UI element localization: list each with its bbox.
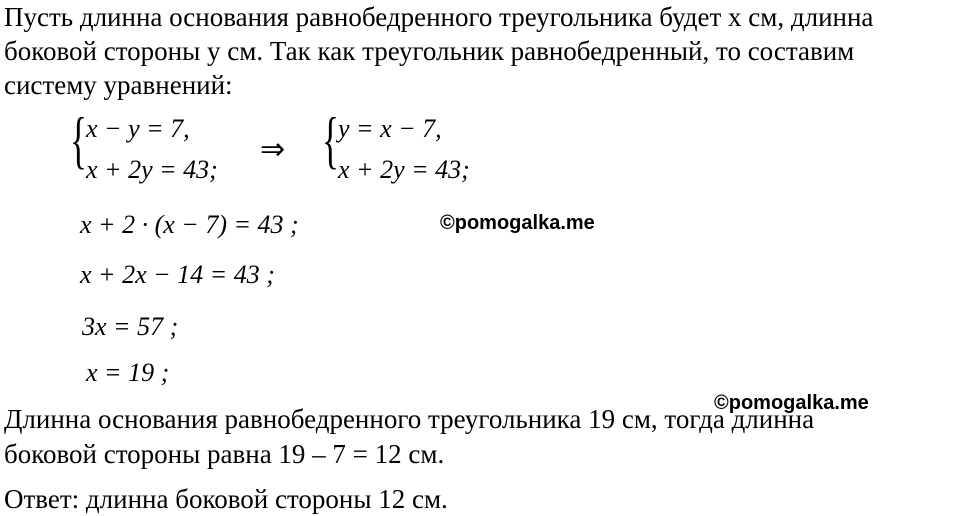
system-1-eq-2: x + 2y = 43; bbox=[86, 155, 218, 184]
step-3: 3x = 57 ; bbox=[82, 312, 179, 341]
system-2-brace: { bbox=[322, 104, 339, 175]
system-2-eq-2: x + 2y = 43; bbox=[338, 155, 470, 184]
intro-line-1: Пусть длинна основания равнобедренного треугольника будет x см, длинна bbox=[4, 2, 874, 32]
conclusion-line-1: Длинна основания равнобедренного треугольника 19 см, тогда длинна bbox=[4, 404, 815, 434]
intro-line-3: систему уравнений: bbox=[4, 70, 233, 100]
step-1: x + 2 · (x − 7) = 43 ; bbox=[80, 210, 299, 239]
step-2: x + 2x − 14 = 43 ; bbox=[80, 260, 275, 289]
system-1-eq-1: x − y = 7, bbox=[86, 114, 190, 143]
implies-arrow: ⇒ bbox=[260, 132, 286, 167]
intro-line-2: боковой стороны y см. Так как треугольник равнобедренный, то составим bbox=[4, 36, 855, 66]
watermark-2: ©pomogalka.me bbox=[714, 392, 869, 414]
system-1-brace: { bbox=[70, 104, 87, 175]
answer-line: Ответ: длинна боковой стороны 12 см. bbox=[4, 484, 448, 514]
conclusion-line-2: боковой стороны равна 19 – 7 = 12 см. bbox=[4, 439, 445, 469]
watermark-1: ©pomogalka.me bbox=[440, 212, 595, 234]
step-4: x = 19 ; bbox=[86, 358, 170, 387]
system-2-eq-1: y = x − 7, bbox=[338, 114, 442, 143]
